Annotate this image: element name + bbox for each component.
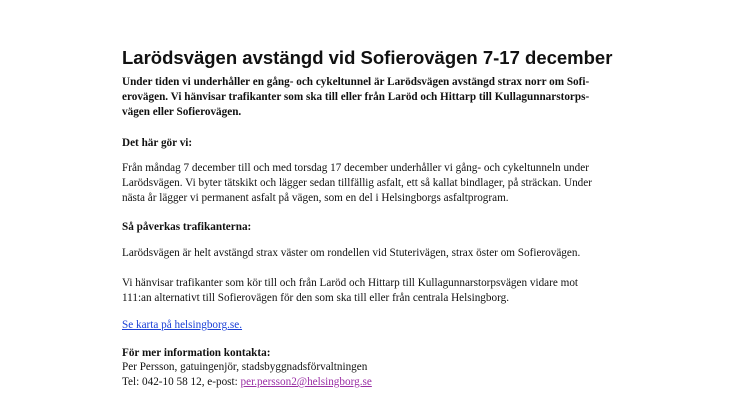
map-link-paragraph [122,318,652,333]
section-heading-what-we-do: Det här gör vi: [122,137,193,149]
contact-details [122,360,652,390]
contact-email-link[interactable]: per.persson2@helsingborg.se [240,376,372,388]
contact-tel-line [122,375,652,390]
traffic-paragraph-detour [122,276,652,306]
section-heading-traffic-impact: Så påverkas trafikanterna: [122,221,252,233]
paragraph-line: 111:an alternativt till Sofierovägen för den som ska till eller från centrala Helsingborg. [122,292,509,304]
lead-line: erovägen. Vi hänvisar trafikanter som ska till eller från Laröd och Hittarp till Kullagunnarstorps- [122,91,590,103]
contact-heading: För mer information kontakta: [122,347,271,359]
page-title: Larödsvägen avstängd vid Sofierovägen 7-17 december [122,47,613,68]
paragraph-line: Larödsvägen. Vi byter tätskikt och lägger sedan tillfällig asfalt, ett så kallat bindlager, på sträckan. Under [122,177,592,189]
lead-line: vägen eller Sofierovägen. [122,106,242,118]
lead-paragraph [122,75,642,120]
paragraph-line: Larödsvägen är helt avstängd strax väster om rondellen vid Stuterivägen, strax öster om Sofierovägen. [122,247,581,259]
lead-line: Under tiden vi underhåller en gång- och cykeltunnel är Larödsvägen avstängd strax norr om Sofi- [122,76,590,88]
paragraph-line: Från måndag 7 december till och med torsdag 17 december underhåller vi gång- och cykeltunneln under [122,162,589,174]
traffic-paragraph-closure [122,246,652,261]
contact-name: Per Persson, gatuingenjör, stadsbyggnadsförvaltningen [122,361,368,373]
paragraph-line: Vi hänvisar trafikanter som kör till och från Laröd och Hittarp till Kullagunnarstorpsvägen vidare mot [122,277,579,289]
contact-tel: Tel: 042-10 58 12, e-post: [122,376,241,388]
map-link[interactable]: Se karta på helsingborg.se. [122,319,243,331]
section-paragraph-what-we-do [122,161,652,206]
paragraph-line: nästa år lägger vi permanent asfalt på vägen, som en del i Helsingborgs asfaltprogram. [122,192,509,204]
